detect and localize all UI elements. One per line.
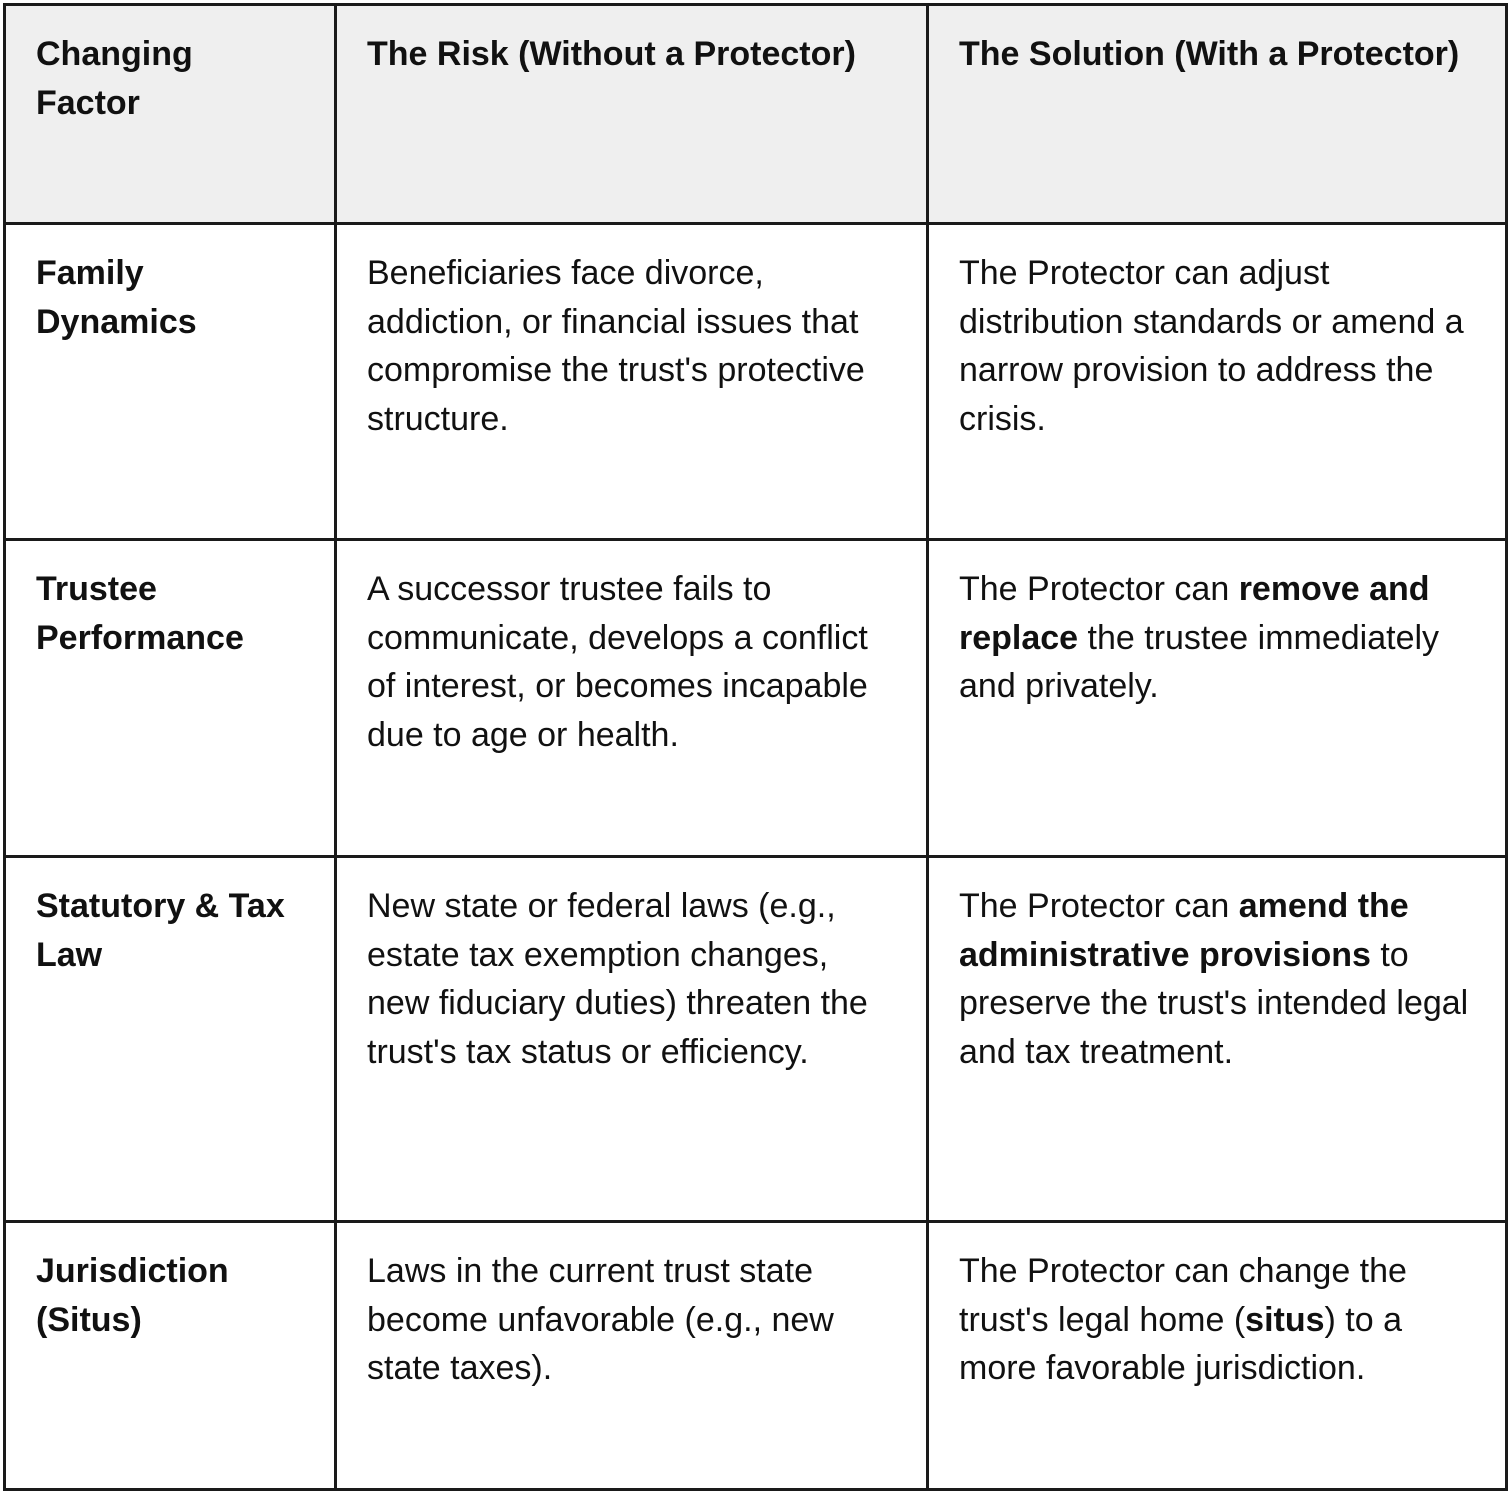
solution-text: The Protector can (959, 887, 1239, 925)
risk-cell: A successor trustee fails to communicate, develops a conflict of interest, or becomes incapable due to age or health. (336, 540, 928, 857)
header-row (5, 5, 1507, 224)
solution-text: The Protector can change the trust's legal home ( (959, 1252, 1407, 1339)
solution-cell (928, 540, 1507, 857)
table-row (5, 857, 1507, 1222)
solution-cell (928, 857, 1507, 1222)
solution-text: The Protector can adjust distribution standards or amend a narrow provision to address the crisis. (959, 254, 1464, 438)
solution-cell (928, 224, 1507, 540)
factor-cell: Jurisdiction (Situs) (5, 1222, 336, 1490)
factor-cell: Trustee Performance (5, 540, 336, 857)
header-risk: The Risk (Without a Protector) (336, 5, 928, 224)
solution-emphasis: amend the administrative provisions (959, 887, 1409, 974)
table-row (5, 1222, 1507, 1490)
solution-text: to preserve the trust's intended legal and tax treatment. (959, 935, 1469, 1071)
comparison-table (3, 3, 1508, 1491)
solution-emphasis: remove and replace (959, 570, 1430, 657)
table-row (5, 540, 1507, 857)
solution-text: the trustee immediately and privately. (959, 618, 1440, 705)
solution-cell (928, 1222, 1507, 1490)
factor-cell: Family Dynamics (5, 224, 336, 540)
factor-cell: Statutory & Tax Law (5, 857, 336, 1222)
solution-emphasis: situs (1245, 1300, 1325, 1339)
solution-text: ) to a more favorable jurisdiction. (959, 1300, 1403, 1387)
risk-cell: Beneficiaries face divorce, addiction, or financial issues that compromise the trust's protective structure. (336, 224, 928, 540)
header-changing-factor: Changing Factor (5, 5, 336, 224)
header-solution: The Solution (With a Protector) (928, 5, 1507, 224)
risk-cell: New state or federal laws (e.g., estate tax exemption changes, new fiduciary duties) threaten the trust's tax status or efficiency. (336, 857, 928, 1222)
solution-text: The Protector can (959, 570, 1239, 608)
table-row (5, 224, 1507, 540)
risk-cell: Laws in the current trust state become unfavorable (e.g., new state taxes). (336, 1222, 928, 1490)
